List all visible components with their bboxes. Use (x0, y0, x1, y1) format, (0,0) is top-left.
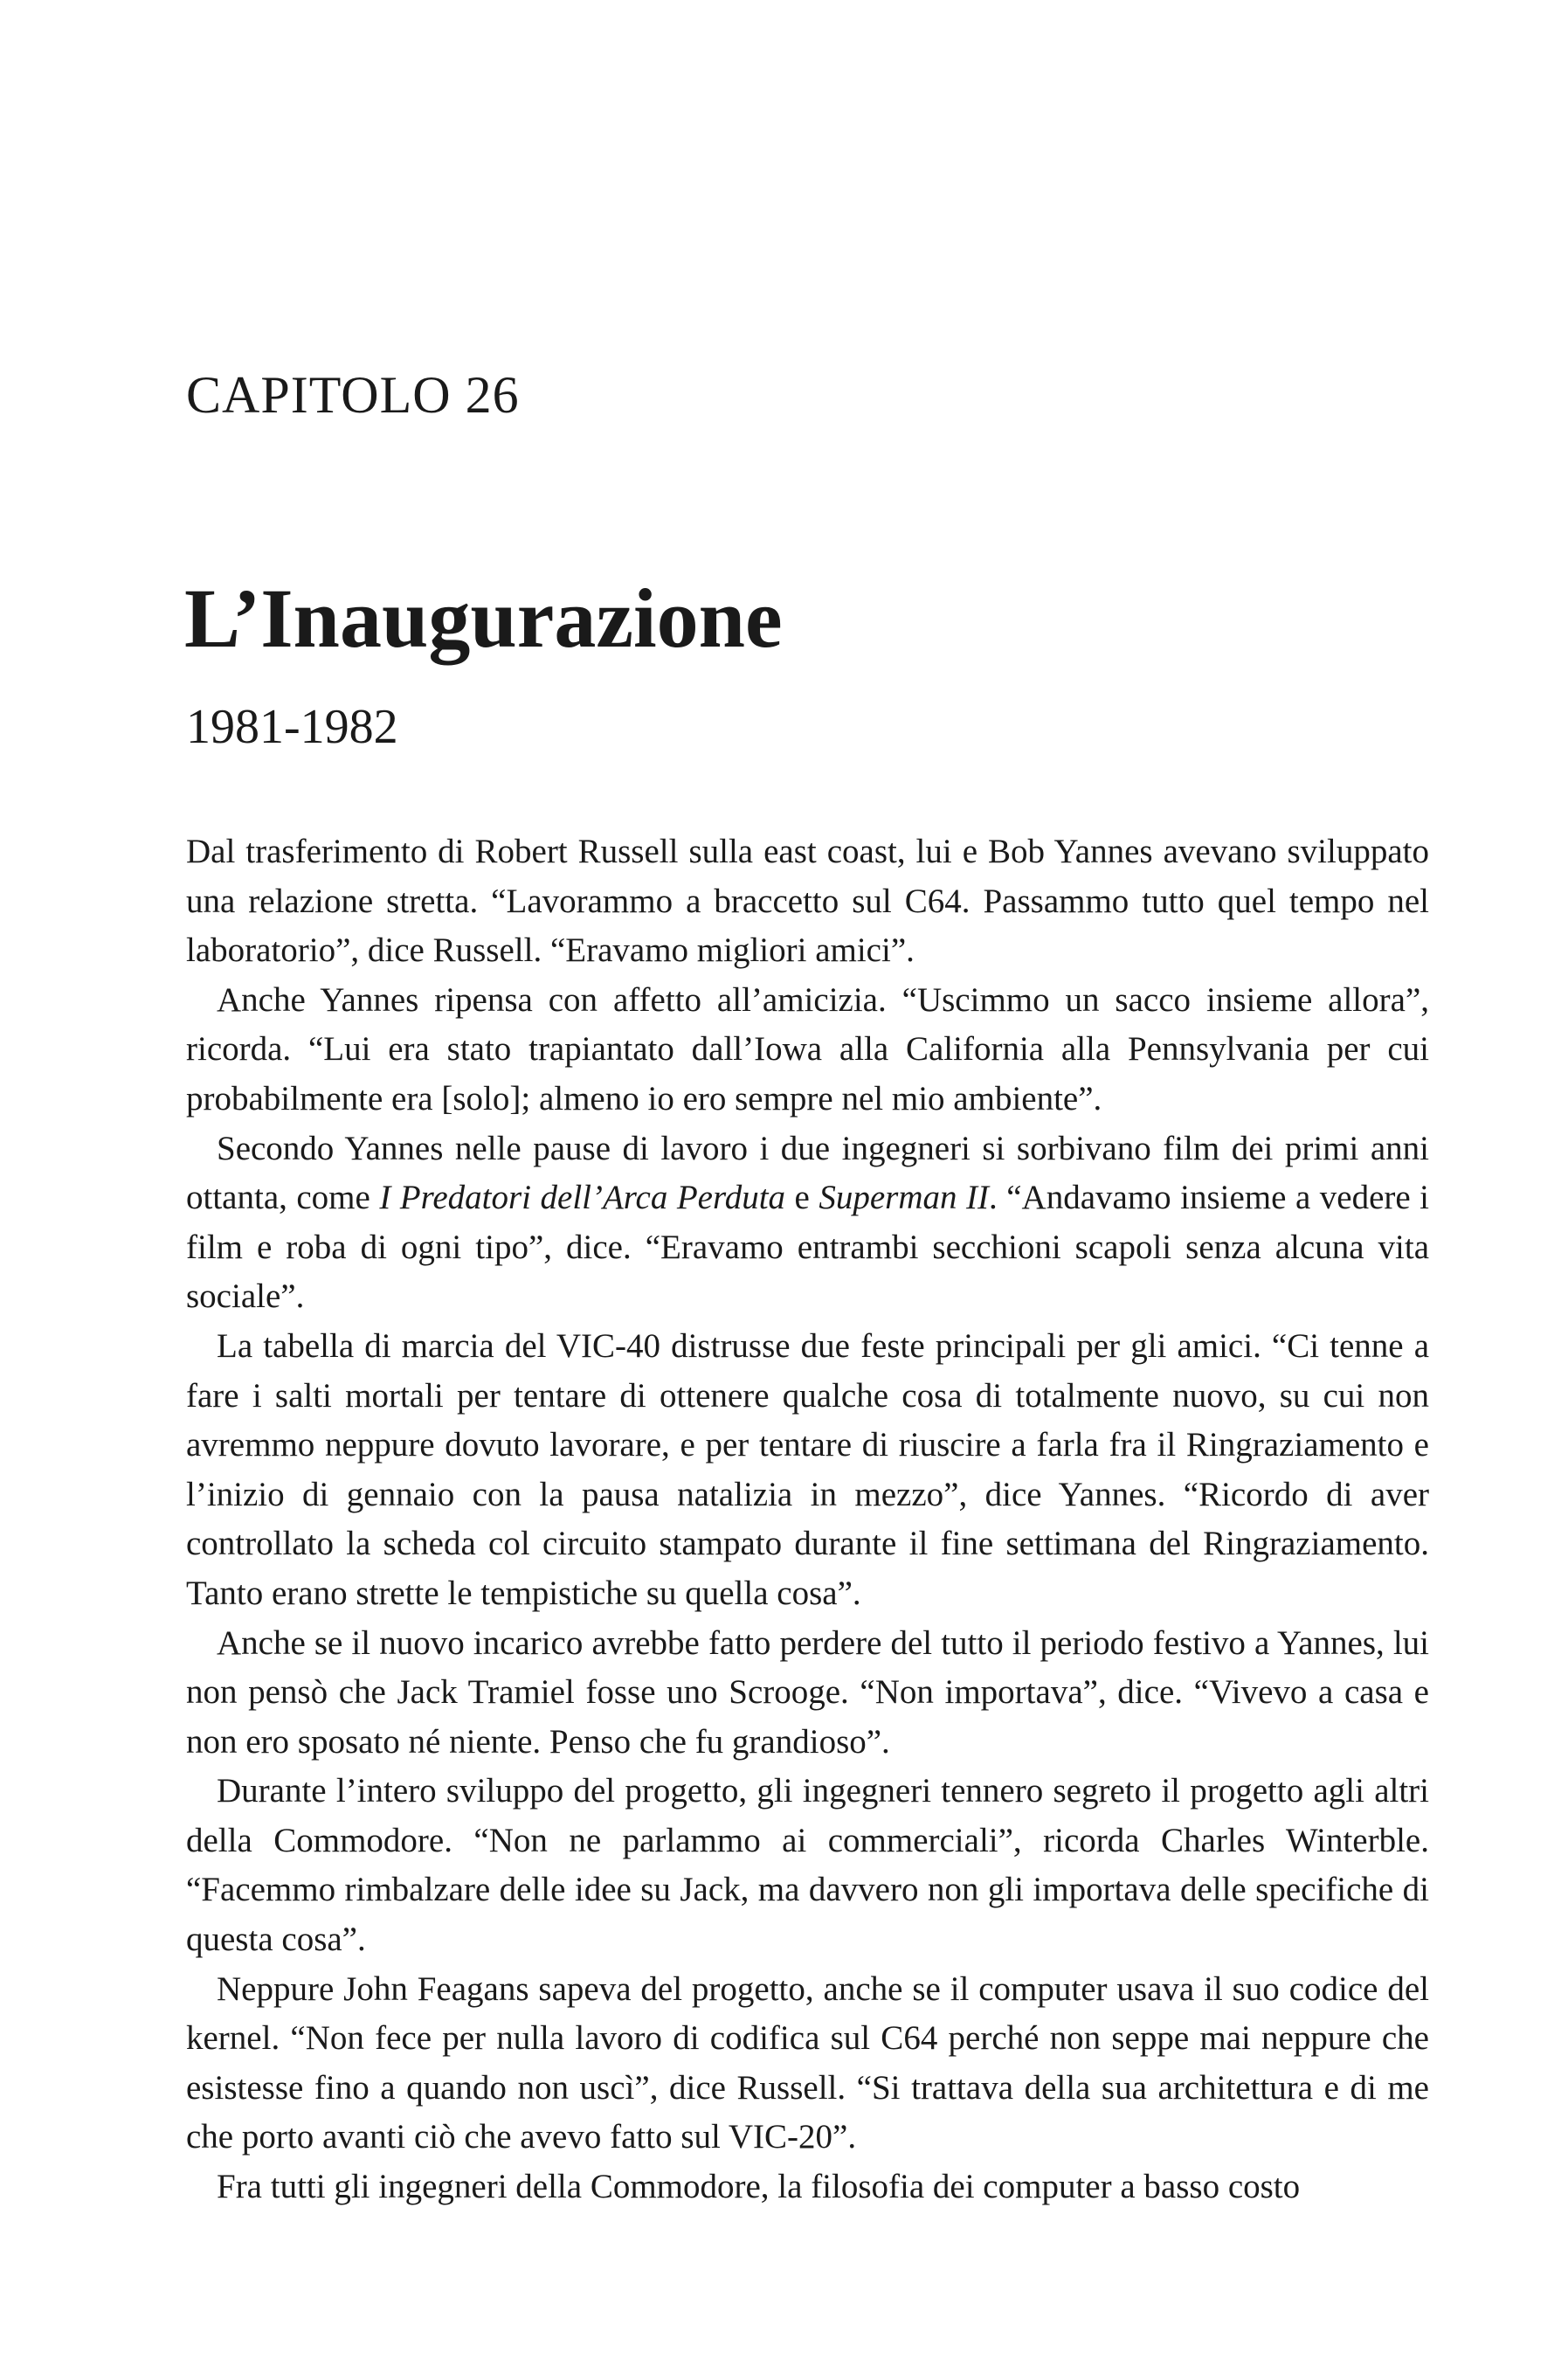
paragraph (186, 1125, 1429, 1322)
paragraph: Durante l’intero sviluppo del progetto, gli ingegneri tennero segreto il progetto agli altri della Commodore. “Non ne parlammo ai commerciali”, ricorda Charles Winterble. “Facemmo rimbalzare delle idee su Jack, ma davvero non gli importava delle specifiche di questa cosa”. (186, 1772, 1429, 1959)
paragraph: Fra tutti gli ingegneri della Commodore, la filosofia dei computer a basso costo (217, 2168, 1301, 2206)
body-text (186, 827, 1429, 2212)
paragraph-text: Secondo Yannes nelle pause di lavoro i due ingegneri si sorbivano film dei primi anni ottanta, come (186, 1129, 1429, 1217)
paragraph-text: . “Andavamo insieme a vedere i film e roba di ogni tipo”, dice. “Eravamo entrambi secchioni scapoli senza alcuna vita sociale”. (186, 1179, 1430, 1316)
paragraph: La tabella di marcia del VIC-40 distrusse due feste principali per gli amici. “Ci tenne a fare i salti mortali per tentare di ottenere qualche cosa di totalmente nuovo, su cui non avremmo neppure dovuto lavorare, e per tentare di riuscire a farla fra il Ringraziamento e l’inizio di gennaio con la pausa natalizia in mezzo”, dice Yannes. “Ricordo di aver controllato la scheda col circuito stampato durante il fine settimana del Ringraziamento. Tanto erano strette le tempistiche su quella cosa”. (186, 1326, 1429, 1612)
paragraph: Anche se il nuovo incarico avrebbe fatto perdere del tutto il periodo festivo a Yannes, lui non pensò che Jack Tramiel fosse uno Scrooge. “Non importava”, dice. “Vivevo a casa e non ero sposato né niente. Penso che fu grandioso”. (186, 1623, 1429, 1761)
chapter-title: L’Inaugurazione (184, 571, 783, 665)
film-title: Superman II (819, 1179, 989, 1217)
film-title: I Predatori dell’Arca Perduta (379, 1179, 786, 1217)
paragraph: Anche Yannes ripensa con affetto all’amicizia. “Uscimmo un sacco insieme allora”, ricorda. “Lui era stato trapiantato dall’Iowa alla California alla Pennsylvania per cui probabilmente era [solo]; almeno io ero sempre nel mio ambiente”. (186, 980, 1429, 1118)
chapter-years: 1981-1982 (186, 700, 398, 754)
paragraph: Neppure John Feagans sapeva del progetto, anche se il computer usava il suo codice del kernel. “Non fece per nulla lavoro di codifica sul C64 perché non seppe mai neppure che esistesse fino a quando non uscì”, dice Russell. “Si trattava della sua architettura e di me che porto avanti ciò che avevo fatto sul VIC-20”. (186, 1969, 1429, 2156)
chapter-label: CAPITOLO 26 (186, 366, 520, 424)
paragraph: Dal trasferimento di Robert Russell sulla east coast, lui e Bob Yannes avevano sviluppato una relazione stretta. “Lavorammo a braccetto sul C64. Passammo tutto quel tempo nel laboratorio”, dice Russell. “Eravamo migliori amici”. (186, 833, 1429, 970)
paragraph-text: e (785, 1179, 819, 1217)
